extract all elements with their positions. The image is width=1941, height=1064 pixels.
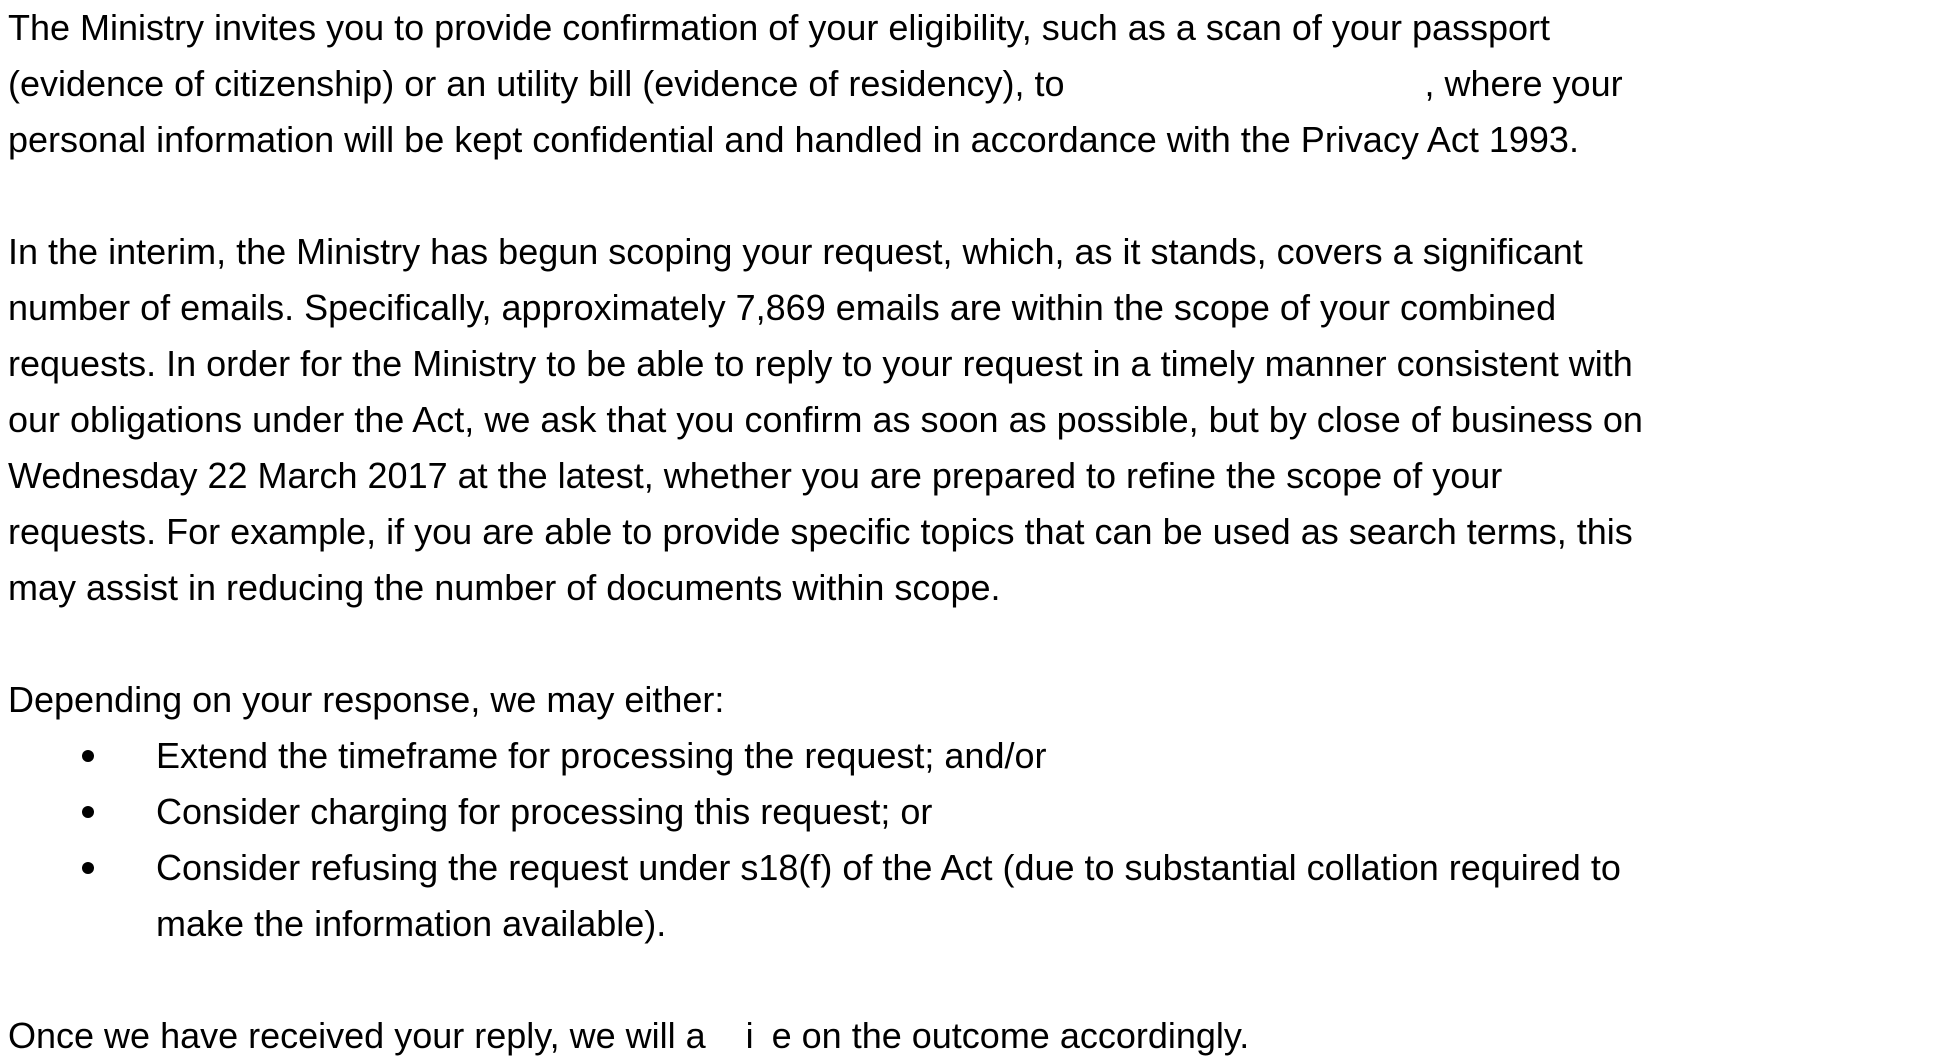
option-text: Consider refusing the request under s18(f) of the Act (due to substantial collation required to xyxy=(156,847,1621,888)
scoping-line: may assist in reducing the number of documents within scope. xyxy=(8,567,1001,608)
redacted-text xyxy=(1065,95,1425,96)
document-body xyxy=(8,0,1938,1064)
scoping-line: requests. In order for the Ministry to be able to reply to your request in a timely manner consistent with xyxy=(8,343,1633,384)
paragraph-spacer xyxy=(8,952,1938,1008)
scoping-line: In the interim, the Ministry has begun scoping your request, which, as it stands, covers a significant xyxy=(8,231,1583,272)
option-item xyxy=(8,784,1938,840)
bullet-icon xyxy=(82,862,94,874)
redacted-text xyxy=(754,1047,772,1048)
scoping-line: our obligations under the Act, we ask that you confirm as soon as possible, but by close of business on xyxy=(8,399,1643,440)
eligibility-line-2 xyxy=(8,56,1938,112)
closing-line-start: Once we have received your reply, we will a xyxy=(8,1015,706,1056)
redacted-text xyxy=(706,1047,746,1048)
option-text: Consider charging for processing this request; or xyxy=(156,791,933,832)
eligibility-line-2-end: , where your xyxy=(1424,63,1623,104)
eligibility-paragraph xyxy=(8,0,1938,168)
option-text: Extend the timeframe for processing the request; and/or xyxy=(156,735,1047,776)
closing-line-fragment: i xyxy=(745,1015,754,1056)
scoping-line: number of emails. Specifically, approximately 7,869 emails are within the scope of your combined xyxy=(8,287,1557,328)
eligibility-line-3: personal information will be kept confidential and handled in accordance with the Privacy Act 1993. xyxy=(8,119,1579,160)
paragraph-spacer xyxy=(8,616,1938,672)
eligibility-line-2-start: (evidence of citizenship) or an utility bill (evidence of residency), to xyxy=(8,63,1065,104)
eligibility-line-1: The Ministry invites you to provide confirmation of your eligibility, such as a scan of your passport xyxy=(8,7,1551,48)
options-list xyxy=(8,728,1938,952)
closing-line-end: e on the outcome accordingly. xyxy=(771,1015,1250,1056)
scoping-paragraph xyxy=(8,224,1938,616)
bullet-icon xyxy=(82,806,94,818)
scoping-line: requests. For example, if you are able to provide specific topics that can be used as search terms, this xyxy=(8,511,1633,552)
option-text-continued: make the information available). xyxy=(156,903,667,944)
options-intro: Depending on your response, we may either: xyxy=(8,679,725,720)
scoping-line: Wednesday 22 March 2017 at the latest, whether you are prepared to refine the scope of your xyxy=(8,455,1503,496)
option-item xyxy=(8,728,1938,784)
options-section xyxy=(8,672,1938,952)
option-item xyxy=(8,840,1938,952)
bullet-icon xyxy=(82,750,94,762)
paragraph-spacer xyxy=(8,168,1938,224)
closing-paragraph xyxy=(8,1008,1938,1064)
closing-line xyxy=(8,1008,1938,1064)
